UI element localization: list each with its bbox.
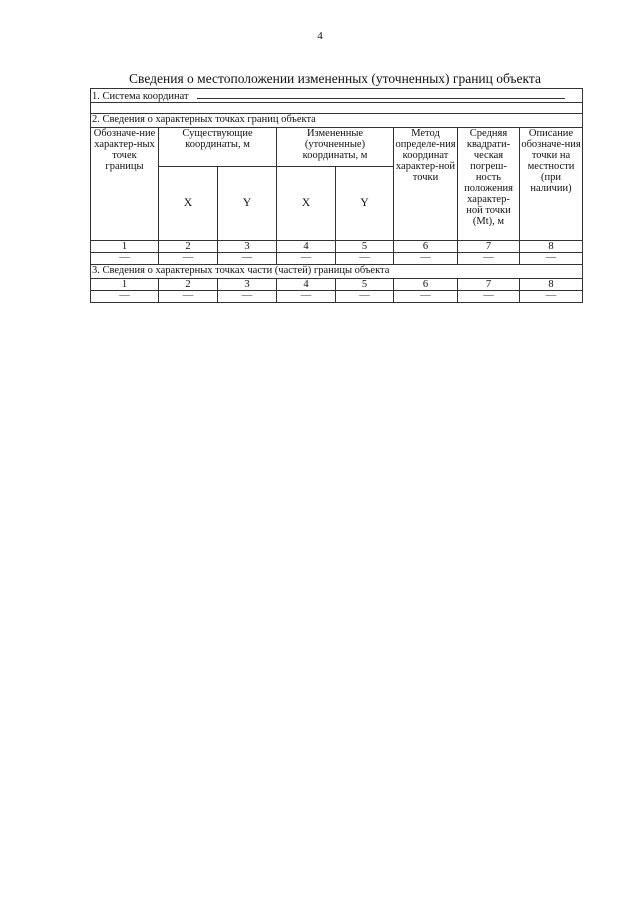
column-number: 4 [277, 279, 336, 291]
dash-cell: — [520, 253, 583, 265]
column-number-row [91, 241, 583, 253]
dash-cell: — [336, 253, 394, 265]
dash-cell: — [458, 291, 520, 303]
column-number: 7 [458, 241, 520, 253]
header-changed-x: X [277, 167, 336, 241]
boundary-points-section-label: 2. Сведения о характерных точках границ объекта [91, 114, 583, 128]
dash-cell: — [91, 253, 159, 265]
column-number: 2 [159, 279, 218, 291]
empty-data-row [91, 253, 583, 265]
column-number: 2 [159, 241, 218, 253]
dash-cell: — [159, 253, 218, 265]
column-number: 6 [394, 279, 458, 291]
document-title: Сведения о местоположении измененных (уточненных) границ объекта [129, 71, 541, 86]
header-existing-x: X [159, 167, 218, 241]
column-number: 8 [520, 279, 583, 291]
column-number: 4 [277, 241, 336, 253]
blank-row [91, 103, 583, 114]
header-method: Метод определе-ния координат характер-ной точки [394, 128, 458, 241]
dash-cell: — [394, 291, 458, 303]
column-number: 5 [336, 241, 394, 253]
boundary-points-section-row [91, 114, 583, 128]
empty-data-row [91, 291, 583, 303]
column-number: 5 [336, 279, 394, 291]
header-changed-coords: Измененные (уточненные) координаты, м [277, 128, 394, 167]
column-number: 8 [520, 241, 583, 253]
dash-cell: — [394, 253, 458, 265]
dash-cell: — [336, 291, 394, 303]
column-number-row [91, 279, 583, 291]
header-error: Средняя квадрати-ческая погреш-ность положения характер-ной точки (Mt), м [458, 128, 520, 241]
header-existing-coords: Существующие координаты, м [159, 128, 277, 167]
dash-cell: — [458, 253, 520, 265]
header-point-designation: Обозначе-ние характер-ных точек границы [91, 128, 159, 241]
coord-system-label: 1. Система координат [92, 91, 189, 102]
header-existing-y: Y [218, 167, 277, 241]
header-description: Описание обозначе-ния точки на местности (при наличии) [520, 128, 583, 241]
dash-cell: — [277, 253, 336, 265]
header-changed-y: Y [336, 167, 394, 241]
column-number: 7 [458, 279, 520, 291]
column-number: 1 [91, 279, 159, 291]
boundary-table [90, 88, 583, 303]
dash-cell: — [218, 253, 277, 265]
coord-system-field[interactable] [197, 89, 565, 99]
column-number: 3 [218, 279, 277, 291]
column-number: 3 [218, 241, 277, 253]
part-points-section-row [91, 265, 583, 279]
dash-cell: — [520, 291, 583, 303]
column-number: 1 [91, 241, 159, 253]
dash-cell: — [218, 291, 277, 303]
coord-system-row [91, 89, 583, 103]
page-number: 4 [317, 30, 323, 42]
header-row-1 [91, 128, 583, 167]
dash-cell: — [277, 291, 336, 303]
part-points-section-label: 3. Сведения о характерных точках части (частей) границы объекта [91, 265, 583, 279]
dash-cell: — [91, 291, 159, 303]
column-number: 6 [394, 241, 458, 253]
dash-cell: — [159, 291, 218, 303]
